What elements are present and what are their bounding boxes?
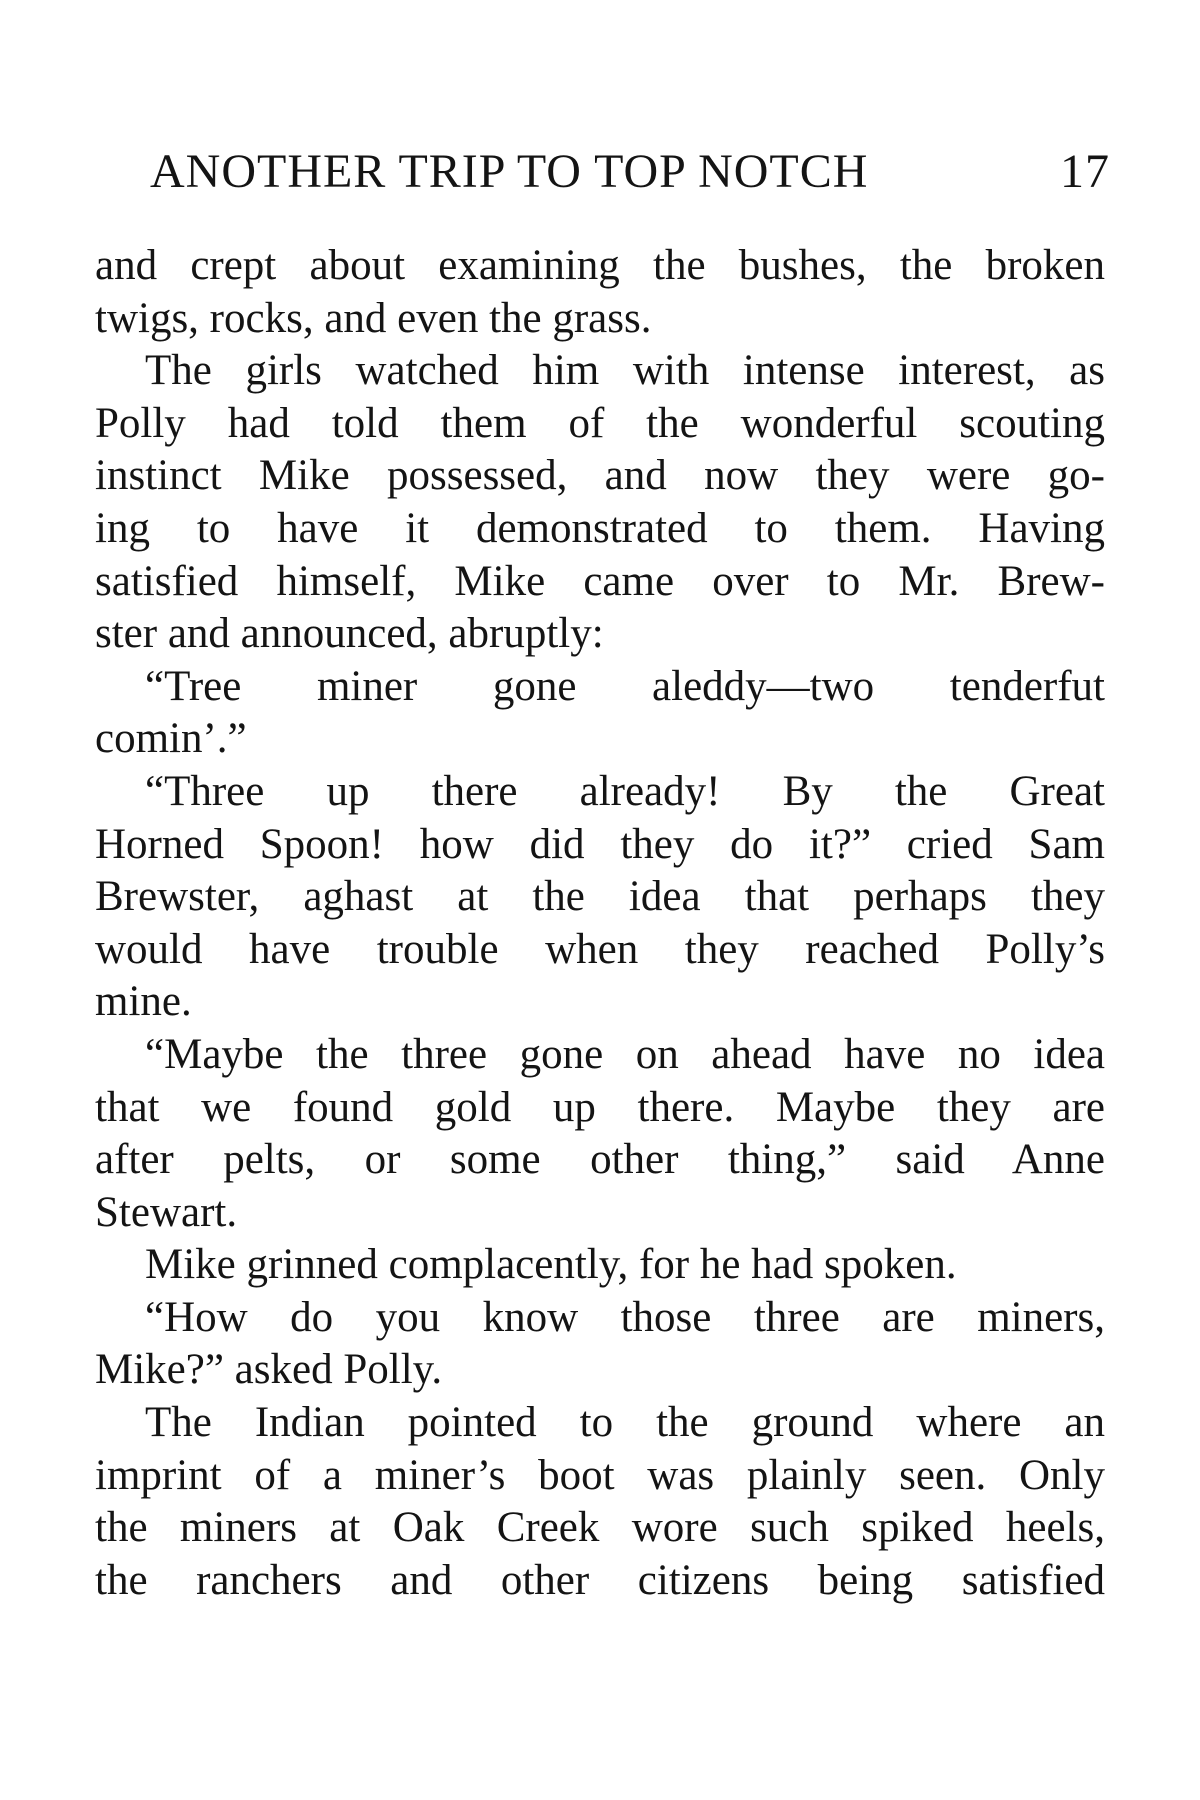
text-line: “How do you know those three are miners, [145,1293,1105,1341]
page-number: 17 [1060,145,1110,198]
text-line: twigs, rocks, and even the grass. [95,294,652,342]
text-line: the miners at Oak Creek wore such spiked heels, [95,1504,1105,1552]
text-line: ing to have it demonstrated to them. Having [95,504,1105,552]
text-line: “Three up there already! By the Great [145,767,1105,815]
text-line: The girls watched him with intense interest, as [145,347,1105,395]
text-line: ster and announced, abruptly: [95,610,604,658]
text-line: would have trouble when they reached Polly’s [95,925,1105,973]
text-line: Mike?” asked Polly. [95,1346,443,1394]
text-line: imprint of a miner’s boot was plainly seen. Only [95,1451,1105,1499]
text-line: “Tree miner gone aleddy—two tenderfut [145,662,1105,710]
text-line: Mike grinned complacently, for he had spoken. [145,1241,957,1289]
text-line: after pelts, or some other thing,” said Anne [95,1136,1105,1184]
running-head [150,142,1110,202]
text-line: Brewster, aghast at the idea that perhaps they [95,873,1105,921]
text-line: Polly had told them of the wonderful scouting [95,399,1105,447]
text-line: “Maybe the three gone on ahead have no idea [145,1030,1105,1078]
text-line: that we found gold up there. Maybe they are [95,1083,1105,1131]
body-text [95,240,1105,1607]
text-line: instinct Mike possessed, and now they were go- [95,452,1105,500]
text-line: comin’.” [95,715,247,763]
chapter-title: ANOTHER TRIP TO TOP NOTCH [150,145,869,198]
text-line: The Indian pointed to the ground where an [145,1399,1105,1447]
text-line: Stewart. [95,1188,238,1236]
text-line: Horned Spoon! how did they do it?” cried Sam [95,820,1105,868]
text-line: the ranchers and other citizens being satisfied [95,1556,1105,1604]
text-line: and crept about examining the bushes, the broken [95,242,1105,289]
text-line: satisfied himself, Mike came over to Mr. Brew- [95,557,1105,605]
text-line: mine. [95,978,192,1026]
